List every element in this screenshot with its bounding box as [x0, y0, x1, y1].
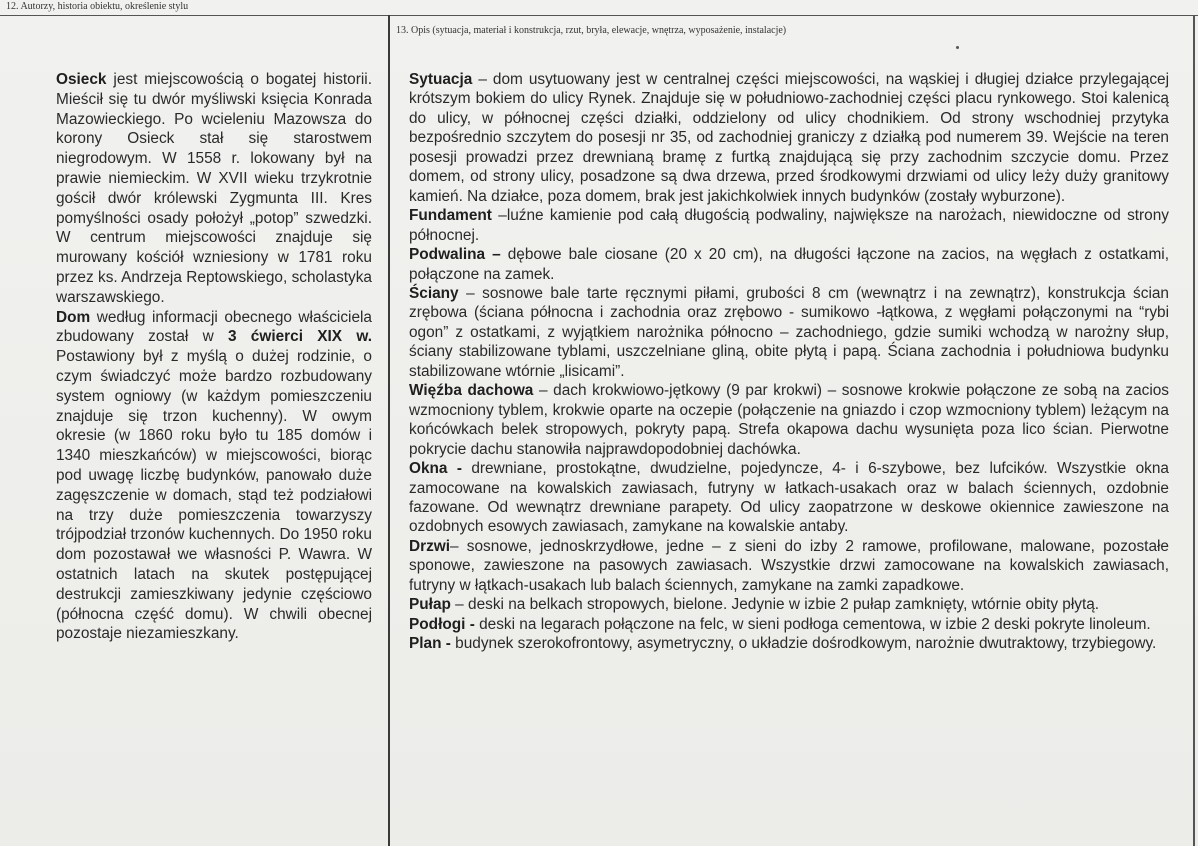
section-podwalina [409, 245, 1169, 284]
section-text: – deski na belkach stropowych, bielone. Jedynie w izbie 2 pułap zamknięty, wtórnie obity płytą. [450, 596, 1100, 614]
right-section-header: 13. Opis (sytuacja, materiał i konstrukcja, rzut, bryła, elewacje, wnętrza, wyposażenie, instalacje) [396, 25, 787, 36]
history-paragraph [56, 70, 372, 308]
house-text-b: Postawiony był z myślą o dużej rodzinie, o czym świadczyć może bardzo rozbudowany system ogniowy (w każdym pomieszczeniu znajduje się trzon kuchenny). W owym okresie (w 1860 roku było tu 185 domów i 1340 mieszkańców) w miejscowości, biorąc pod uwagę liczbę budynków, panowało duże zagęszczenie w domach, stąd też podziałowi na trzy duże pomieszczenia towarzyszy trójpodział trzonów kuchennych. Do 1950 roku dom pozostawał we własności P. Wawra. W ostatnich latach na skutek postępującej destrukcji zamieszkiwany jedynie częściowo (północna część domu). W chwili obecnej pozostaje niezamieszkany. [56, 348, 372, 643]
section-pulap [409, 595, 1169, 614]
house-title: Dom [56, 308, 91, 326]
section-text: drewniane, prostokątne, dwudzielne, pojedyncze, 4- i 6-szybowe, bez lufcików. Wszystkie okna zamocowane na kowalskich zawiasach, futryny w łatkach-usakach oraz w balach ściennych, ozdobnie fazowane. Od wewnątrz drewniane parapety. Od ulicy zaopatrzone w deskowe okiennice zawieszone na ozdobnych esowych zawiasach, zamykane na kowalskie antaby. [409, 460, 1169, 536]
section-title: Sytuacja [409, 71, 473, 88]
header-rule [0, 15, 1198, 16]
history-column [56, 70, 372, 644]
section-text: – sosnowe, jednoskrzydłowe, jedne – z sieni do izby 2 ramowe, profilowane, malowane, pozostałe sponowe, zawieszone na pasowych zawiasach. Wszystkie drzwi zamocowane na kowalskich zawiasach, futryny w łątkach-usakach lub balach ściennych, zamykane na zamki zapadkowe. [409, 537, 1169, 594]
section-title: Plan - [409, 635, 451, 653]
house-text-a: według informacji obecnego właściciela zbudowany został w [56, 308, 372, 346]
section-sytuacja [409, 70, 1169, 206]
history-title: Osieck [56, 71, 107, 88]
column-divider [388, 15, 390, 846]
house-date: 3 ćwierci XIX w. [227, 328, 373, 346]
section-title: Podwalina – [409, 246, 501, 264]
section-plan [409, 634, 1169, 653]
section-wiezba [409, 381, 1169, 459]
section-title: Ściany [409, 284, 459, 302]
section-title: Pułap [409, 596, 451, 614]
section-fundament [409, 206, 1169, 245]
section-text: dębowe bale ciosane (20 x 20 cm), na długości łączone na zacios, na węgłach z ostatkami, połączone na zamek. [409, 246, 1169, 283]
ink-dot [956, 46, 959, 49]
section-sciany [409, 284, 1169, 381]
section-title: Drzwi [409, 537, 451, 555]
section-okna [409, 459, 1169, 537]
section-title: Fundament [409, 207, 492, 225]
history-text: jest miejscowością o bogatej historii. Mieścił się tu dwór myśliwski księcia Konrada Mazowieckiego. Po wcieleniu Mazowsza do korony Osieck stał się starostwem niegrodowym. W 1558 r. lokowany był na prawie niemieckim. W XVII wieku trzykrotnie gościł dwór królewski Zygmunta III. Kres pomyślności osady położył „potop” szwedzki. W centrum miejscowości znajduje się murowany kościół wzniesiony w 1781 roku przez ks. Andrzeja Reptowskiego, scholastyka warszawskiego. [56, 71, 372, 306]
left-section-header: 12. Autorzy, historia obiektu, określenie stylu [6, 1, 189, 12]
section-title: Podłogi - [409, 615, 475, 633]
section-text: –luźne kamienie pod całą długością podwaliny, największe na narożach, niewidoczne od strony północnej. [409, 207, 1169, 244]
description-column [409, 70, 1169, 654]
right-border [1193, 15, 1195, 846]
section-podlogi [409, 615, 1169, 634]
section-title: Okna - [409, 460, 462, 478]
section-title: Więźba dachowa [409, 382, 534, 400]
section-text: deski na legarach połączone na felc, w sieni podłoga cementowa, w izbie 2 deski pokryte linoleum. [474, 615, 1151, 633]
section-text: – dach krokwiowo-jętkowy (9 par krokwi) – sosnowe krokwie połączone ze sobą na zacios wzmocniony tyblem, krokwie oparte na oczepie (połączenie na gniazdo i czop wzmocniony tyblem) leżącym na końcówkach belek stropowych, pokryty papą. Strefa okapowa dachu wysunięta poza lico ścian. Pierwotne pokrycie dachu stanowiła najprawdopodobniej dachówka. [409, 382, 1170, 458]
section-text: – sosnowe bale tarte ręcznymi piłami, grubości 8 cm (wewnątrz i na zewnątrz), konstrukcja ścian zrębowa (ściana północna i zachodnia oraz zrębowo - sumikowo -łątkowa, z węgłami połączonymi na “rybi ogon” z ostatkami, z wyjątkiem narożnika północno – zachodniego, gdzie sumiki wchodzą w narożny słup, ściany stabilizowane tyblami, uszczelniane gliną, obite płytą i papą. Ściana zachodnia i południowa budynku stabilizowane wtórnie „lisicami”. [409, 284, 1169, 380]
section-drzwi [409, 537, 1169, 595]
section-text: – dom usytuowany jest w centralnej części miejscowości, na wąskiej i długiej działce przylegającej krótszym bokiem do ulicy Rynek. Znajduje się w południowo-zachodniej części placu rynkowego. Stoi kalenicą do ulicy, w północnej części działki, oddzielony od ulicy chodnikiem. Od strony wschodniej przytyka bezpośrednio szczytem do posesji nr 35, od zachodniej graniczy z działką pod numerem 39. Wejście na teren posesji prowadzi przez drewnianą bramę z furtką znajdującą się przy zachodnim szczycie domu. Przez domem, od strony ulicy, posadzone są dwa drzewa, przed środkowymi drzwiami od ulicy leży duży granitowy kamień. Na działce, poza domem, brak jest jakichkolwiek innych budynków (zostały wyburzone). [409, 71, 1169, 205]
section-text: budynek szerokofrontowy, asymetryczny, o układzie dośrodkowym, narożnie dwutraktowy, trzybiegowy. [450, 635, 1157, 653]
house-paragraph [56, 308, 372, 645]
